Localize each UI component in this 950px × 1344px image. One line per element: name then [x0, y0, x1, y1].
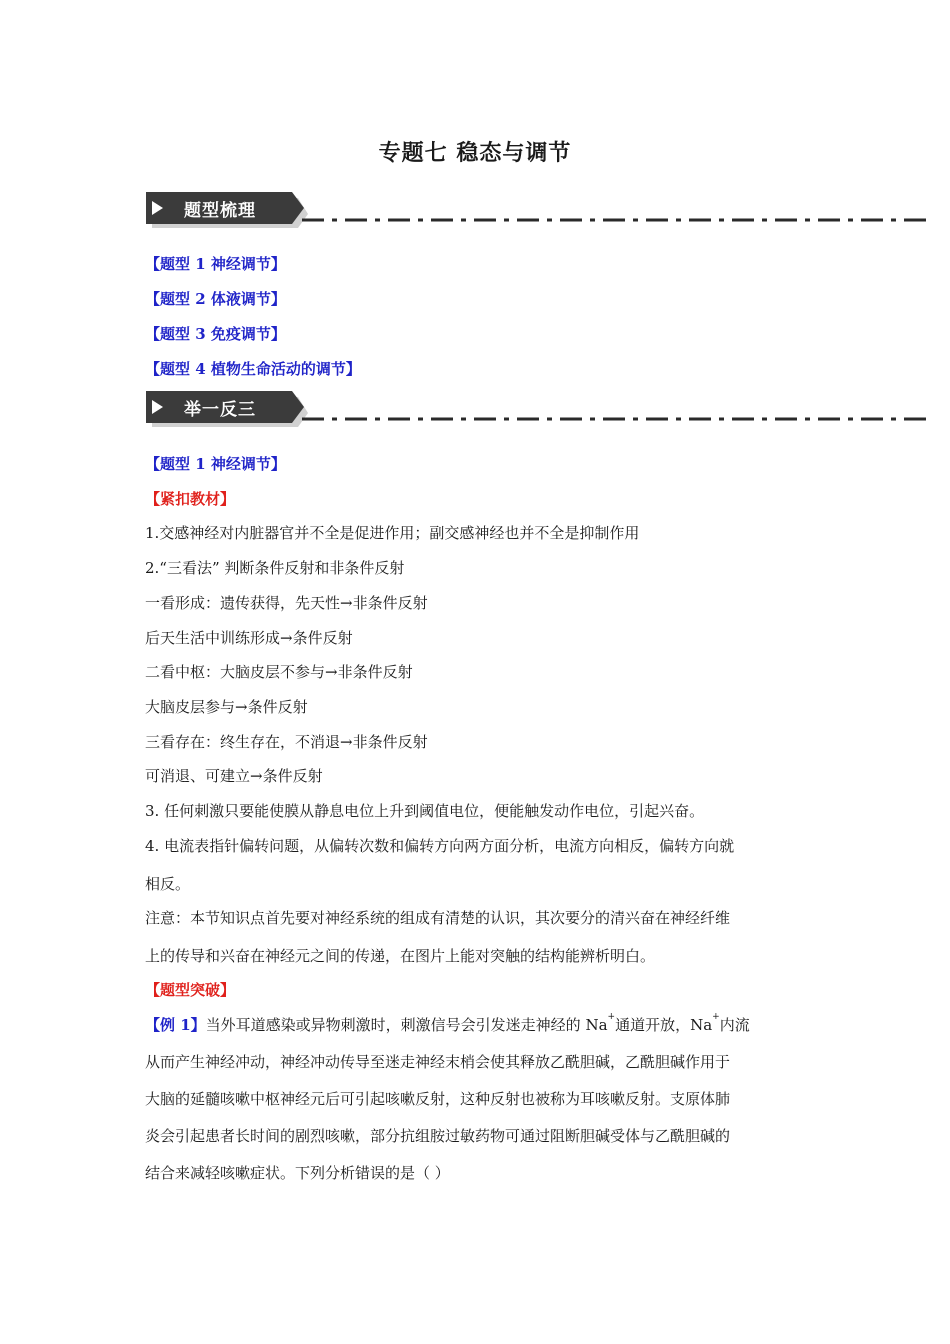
body-line: 4. 电流表指针偏转问题，从偏转次数和偏转方向两方面分析，电流方向相反，偏转方向就 — [145, 837, 735, 855]
body-line: 大脑皮层参与→条件反射 — [145, 698, 308, 716]
body-line: 可消退、可建立→条件反射 — [145, 767, 323, 785]
body-line: 三看存在：终生存在，不消退→非条件反射 — [145, 733, 428, 751]
banner-graphic — [144, 391, 934, 431]
banner-label-practice: 举一反三 — [184, 400, 256, 420]
section-heading: 【题型 1 神经调节】 — [145, 455, 286, 473]
body-line: 注意：本节知识点首先要对神经系统的组成有清楚的认识，其次要分的清兴奋在神经纤维 — [145, 909, 731, 927]
body-line: 1.交感神经对内脏器官并不全是促进作用；副交感神经也并不全是抑制作用 — [145, 524, 640, 542]
body-line: 一看形成：遗传获得，先天性→非条件反射 — [145, 594, 428, 612]
section-banner-outline — [144, 192, 934, 232]
example-text: 内流 — [719, 1016, 750, 1034]
superscript: + — [712, 1012, 720, 1022]
outline-item-1: 【题型 1 神经调节】 — [145, 255, 286, 273]
body-line: 相反。 — [145, 875, 191, 893]
outline-item-4: 【题型 4 植物生命活动的调节】 — [145, 360, 361, 378]
body-line: 上的传导和兴奋在神经元之间的传递，在图片上能对突触的结构能辨析明白。 — [145, 947, 656, 965]
example-line-1 — [145, 1014, 750, 1035]
example-line: 从而产生神经冲动，神经冲动传导至迷走神经末梢会使其释放乙酰胆碱，乙酰胆碱作用于 — [145, 1053, 731, 1071]
textbook-label: 【紧扣教材】 — [145, 490, 236, 508]
page-title: 专题七 稳态与调节 — [378, 140, 572, 166]
body-line: 二看中枢：大脑皮层不参与→非条件反射 — [145, 663, 413, 681]
superscript: + — [607, 1012, 616, 1022]
body-line: 2.“三看法” 判断条件反射和非条件反射 — [145, 559, 405, 577]
outline-item-2: 【题型 2 体液调节】 — [145, 290, 286, 308]
example-line: 大脑的延髓咳嗽中枢神经元后可引起咳嗽反射，这种反射也被称为耳咳嗽反射。支原体肺 — [145, 1090, 731, 1108]
body-line: 后天生活中训练形成→条件反射 — [145, 629, 353, 647]
example-text: 通道开放，Na — [615, 1016, 713, 1034]
example-line: 炎会引起患者长时间的剧烈咳嗽，部分抗组胺过敏药物可通过阻断胆碱受体与乙酰胆碱的 — [145, 1127, 731, 1145]
banner-graphic — [144, 192, 934, 232]
example-label: 【例 1】 — [145, 1016, 206, 1034]
body-line: 3. 任何刺激只要能使膜从静息电位上升到阈值电位，便能触发动作电位，引起兴奋。 — [145, 802, 705, 820]
example-line: 结合来减轻咳嗽症状。下列分析错误的是（ ） — [145, 1164, 450, 1182]
banner-label-outline: 题型梳理 — [184, 201, 256, 221]
example-text: 当外耳道感染或异物刺激时，刺激信号会引发迷走神经的 Na — [205, 1016, 608, 1034]
section-banner-practice — [144, 391, 934, 431]
breakthrough-label: 【题型突破】 — [145, 981, 236, 999]
outline-item-3: 【题型 3 免疫调节】 — [145, 325, 286, 343]
